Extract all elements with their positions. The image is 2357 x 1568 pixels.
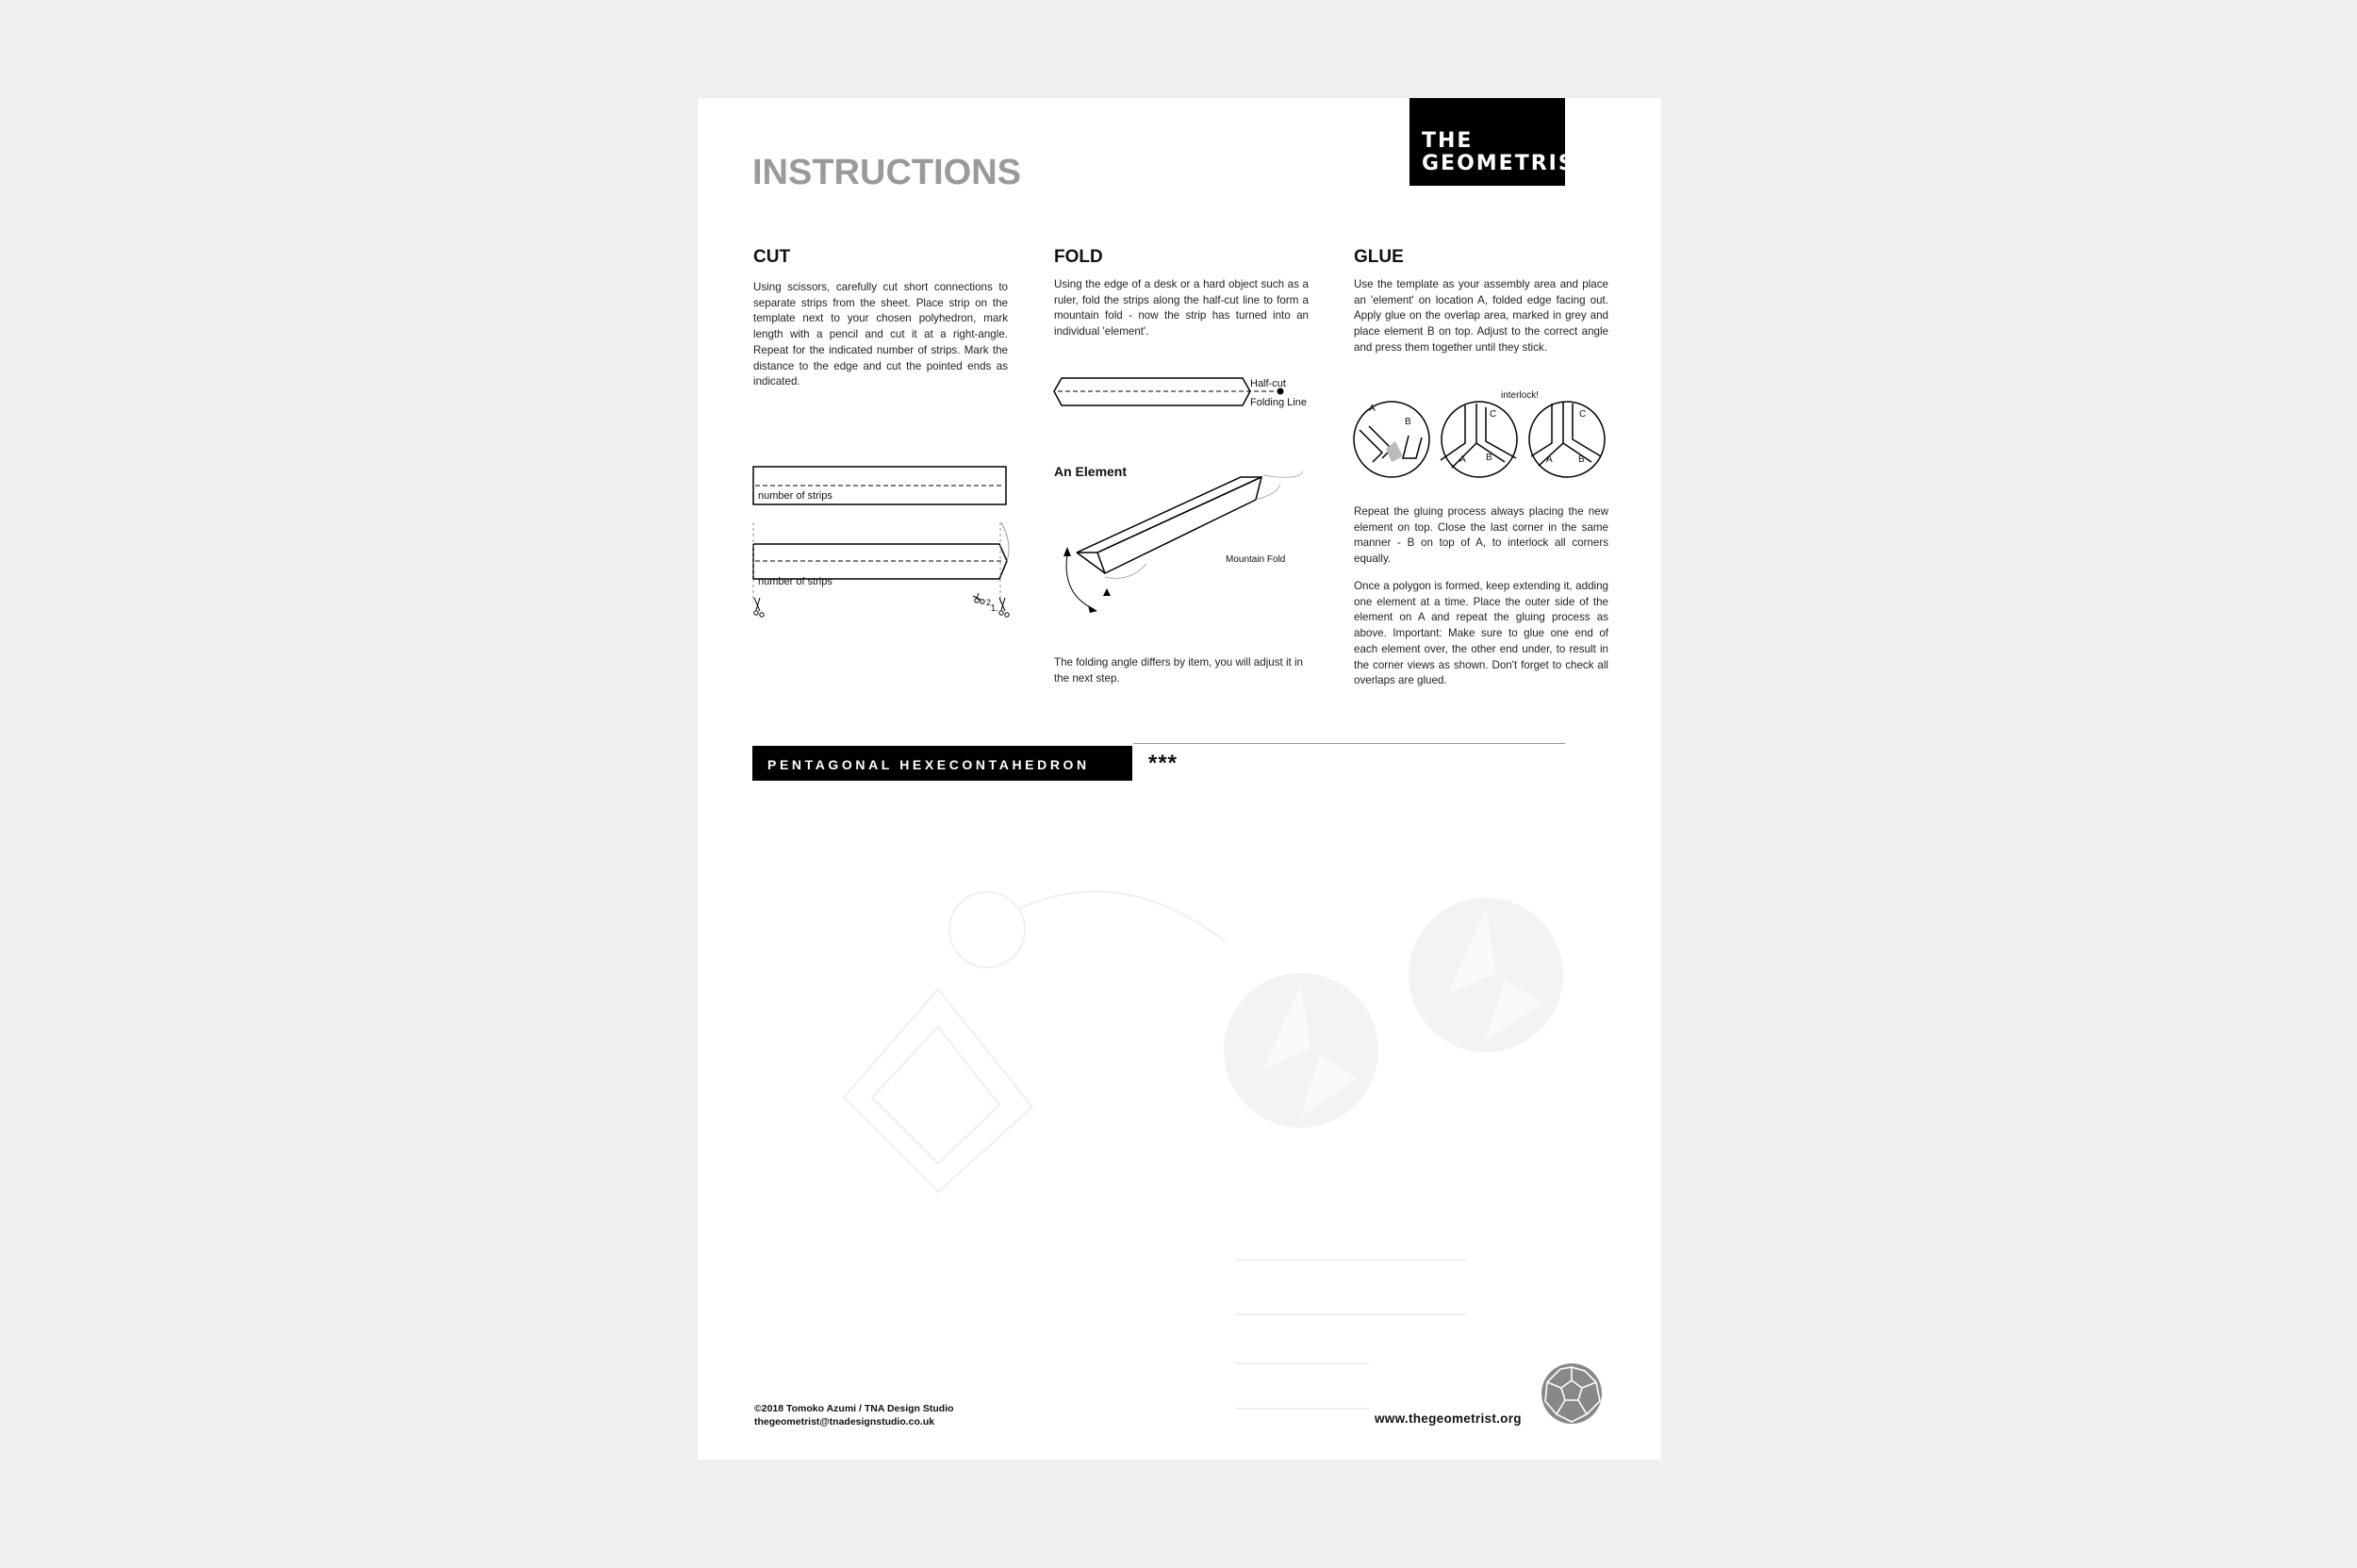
circle-2-label-b: B <box>1486 453 1492 463</box>
instruction-sheet <box>698 98 1661 1460</box>
website-link[interactable]: www.thegeometrist.org <box>1375 1411 1522 1426</box>
element-fold-diagram <box>1054 471 1318 622</box>
fold-heading: FOLD <box>1054 247 1103 267</box>
interlock-label: interlock! <box>1501 390 1540 401</box>
fold-note: The folding angle differs by item, you will adjust it in the next step. <box>1054 656 1304 685</box>
circle-2-label-a: A <box>1459 454 1466 465</box>
scissors-icon-left <box>754 598 764 617</box>
cut-strip-diagram <box>752 466 1016 739</box>
scissors-icon-middle <box>973 593 984 603</box>
glue-text-3: Once a polygon is formed, keep extending it, adding one element at a time. Place the outer side of the element on A and repeat the gluing process as above. Important: Make sure to glue one end of each element over, the other end under, to result in the corner views as shown. Don't forget to check all overlaps are glued. <box>1354 580 1608 687</box>
mountain-fold-label: Mountain Fold <box>1226 554 1286 565</box>
geometrist-logo <box>1409 98 1591 186</box>
element-heading: An Element <box>1054 464 1128 479</box>
glue-text-1: Use the template as your assembly area and place an 'element' on location A, folded edge facing out. Apply glue on the overlap area, marked in grey and place element B on top. Adjust to the correct angle and press them together until they stick. <box>1354 278 1608 354</box>
circle-3-label-a: A <box>1546 454 1553 465</box>
cut-text: Using scissors, carefully cut short connections to separate strips from the sheet. Place strip on the template next to your chosen polyhedron, mark length with a pencil and cut it at a right-angle. Repeat for the indicated number of strips. Mark the distance to the edge and cut the pointed ends as indicated. <box>753 281 1008 388</box>
cut-heading: CUT <box>753 247 791 267</box>
banner-rule <box>1133 743 1565 744</box>
copyright-text: ©2018 Tomoko Azumi / TNA Design Studio <box>754 1403 954 1414</box>
folding-line-label: Folding Line <box>1250 397 1307 408</box>
glue-heading: GLUE <box>1354 247 1404 267</box>
circle-1-label-b: B <box>1405 417 1411 427</box>
step-2-label: 2. <box>986 598 994 607</box>
glue-circles-diagram <box>1354 400 1608 485</box>
circle-3-label-c: C <box>1579 409 1587 420</box>
logo-line-2: GEOMETRIST <box>1422 152 1591 175</box>
circle-3-label-b: B <box>1578 454 1585 465</box>
fold-text: Using the edge of a desk or a hard object such as a ruler, fold the strips along the half-cut line to form a mountain fold - now the strip has turned into an individual 'element'. <box>1054 278 1309 338</box>
strip-label-1: number of strips <box>758 490 832 502</box>
circle-2-label-c: C <box>1490 409 1497 420</box>
footer-credits <box>754 1402 954 1428</box>
half-cut-label: Half-cut <box>1250 378 1286 389</box>
scissors-icon-right <box>999 598 1009 617</box>
page-title: INSTRUCTIONS <box>752 153 1021 192</box>
circle-1-label-a: A <box>1369 404 1376 414</box>
glue-text-2: Repeat the gluing process always placing the new element on top. Close the last corner in the same manner - B on top of A, to interlock all corners equally. <box>1354 505 1608 566</box>
difficulty-rating: *** <box>1148 751 1178 776</box>
ghost-reverse-print <box>698 786 1661 1390</box>
contact-email[interactable]: thegeometrist@tnadesignstudio.co.uk <box>754 1416 935 1428</box>
step-1-label: 1. <box>991 603 998 613</box>
logo-line-1: THE <box>1422 129 1474 153</box>
polyhedron-name-banner: PENTAGONAL HEXECONTAHEDRON <box>752 746 1132 781</box>
polyhedron-globe-icon <box>1541 1363 1607 1429</box>
strip-label-2: number of strips <box>758 576 832 587</box>
